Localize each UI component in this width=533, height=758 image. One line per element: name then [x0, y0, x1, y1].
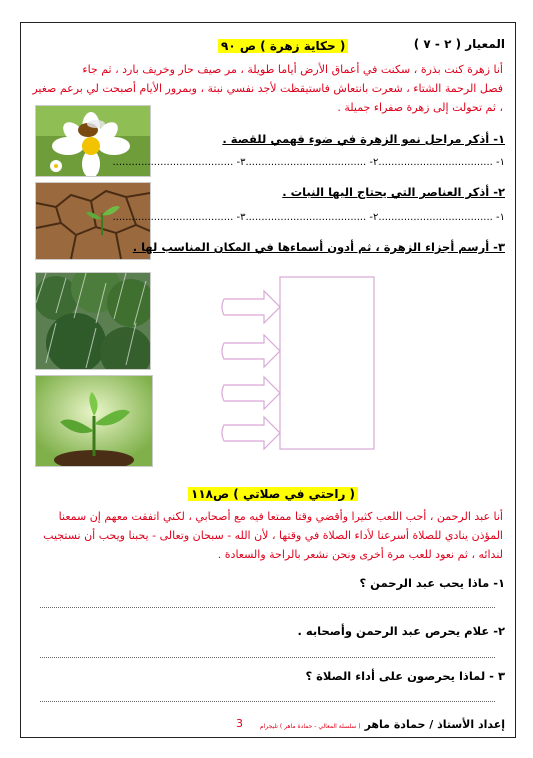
story1-line: فصل الرحمة الشتاء ، شعرت بانتعاش فاستيقظت لأجد نفسي نبتة ، وبمرور الأيام أصبحت لي برعم صغير: [32, 82, 503, 95]
question3: [133, 240, 505, 254]
question3-text: ٣- أرسم أجزاء الزهرة ، ثم أدون أسماءها في المكان المناسب لها .: [132, 240, 505, 254]
lesson1-title-wrap: [218, 35, 348, 54]
question2: [282, 185, 505, 199]
answer-line[interactable]: [40, 606, 495, 608]
answer-blank[interactable]: ٢- ......................................: [245, 212, 379, 223]
question1: [222, 132, 505, 146]
question2-text: ٢- أذكر العناصر التي يحتاج اليها النبات .: [282, 185, 505, 199]
seedling-image: [35, 375, 153, 467]
story2-paragraph: [25, 507, 503, 564]
story2-line: أنا عبد الرحمن ، أحب اللعب كثيرا وأقضي وقتا ممتعا فيه مع أصحابي ، لكني اتفقت معهم إن سمعنا: [58, 510, 503, 523]
drawing-area[interactable]: [218, 275, 378, 453]
story1-line: ، ثم تحولت إلى زهرة صفراء جميلة .: [337, 101, 503, 114]
answer-blank[interactable]: ٣- ......................................: [112, 212, 246, 223]
answer-blank[interactable]: ١- ....................................: [378, 157, 505, 168]
lesson2-question3: ٣ - لماذا يحرصون على أداء الصلاة ؟: [305, 669, 505, 683]
answer-blank[interactable]: ٣- ......................................: [112, 157, 246, 168]
author-name: إعداد الأستاذ / حمادة ماهر: [364, 718, 505, 731]
lesson1-title: ( حكاية زهرة ) ص ٩٠: [218, 39, 348, 53]
rain-forest-image: [35, 272, 151, 370]
question1-text: ١- أذكر مراحل نمو الزهرة في ضوء فهمي للقصة .: [222, 132, 505, 146]
series-note: ( سلسلة المعالي - حمادة ماهر ) تليجرام: [259, 723, 361, 730]
answer-blank[interactable]: ٢- ......................................: [245, 157, 379, 168]
lesson2-question1: ١- ماذا يحب عبد الرحمن ؟: [359, 576, 505, 590]
question2-blanks: [112, 212, 505, 223]
page-number: 3: [236, 717, 243, 730]
story2-line: المؤذن ينادي للصلاة أسرعنا لأداء الصلاة في وقتها ، لأن الله - سبحان وتعالى - يحبنا ويحب أن نستجيب: [43, 529, 503, 542]
lesson2-question2: ٢- علام يحرص عبد الرحمن وأصحابه .: [297, 624, 505, 638]
answer-line[interactable]: [40, 700, 495, 702]
story1-line: أنا زهرة كنت بذرة ، سكنت في أعماق الأرض أياما طويلة ، مر صيف حار وخريف بارد ، ثم جاء: [82, 63, 503, 76]
question1-blanks: [112, 157, 505, 168]
lesson2-title-wrap: [188, 483, 358, 502]
answer-line[interactable]: [40, 656, 495, 658]
answer-blank[interactable]: ١- ....................................: [378, 212, 505, 223]
story2-line: لندائه ، ثم نعود للعب مرة أخرى ونحن نشعر بالراحة والسعادة .: [217, 548, 503, 561]
standard-label: المعيار ( ٢ - ٧ ): [413, 37, 505, 51]
footer-author: [260, 718, 505, 731]
lesson2-title: ( راحتي في صلاتي ) ص١١٨: [188, 487, 358, 501]
